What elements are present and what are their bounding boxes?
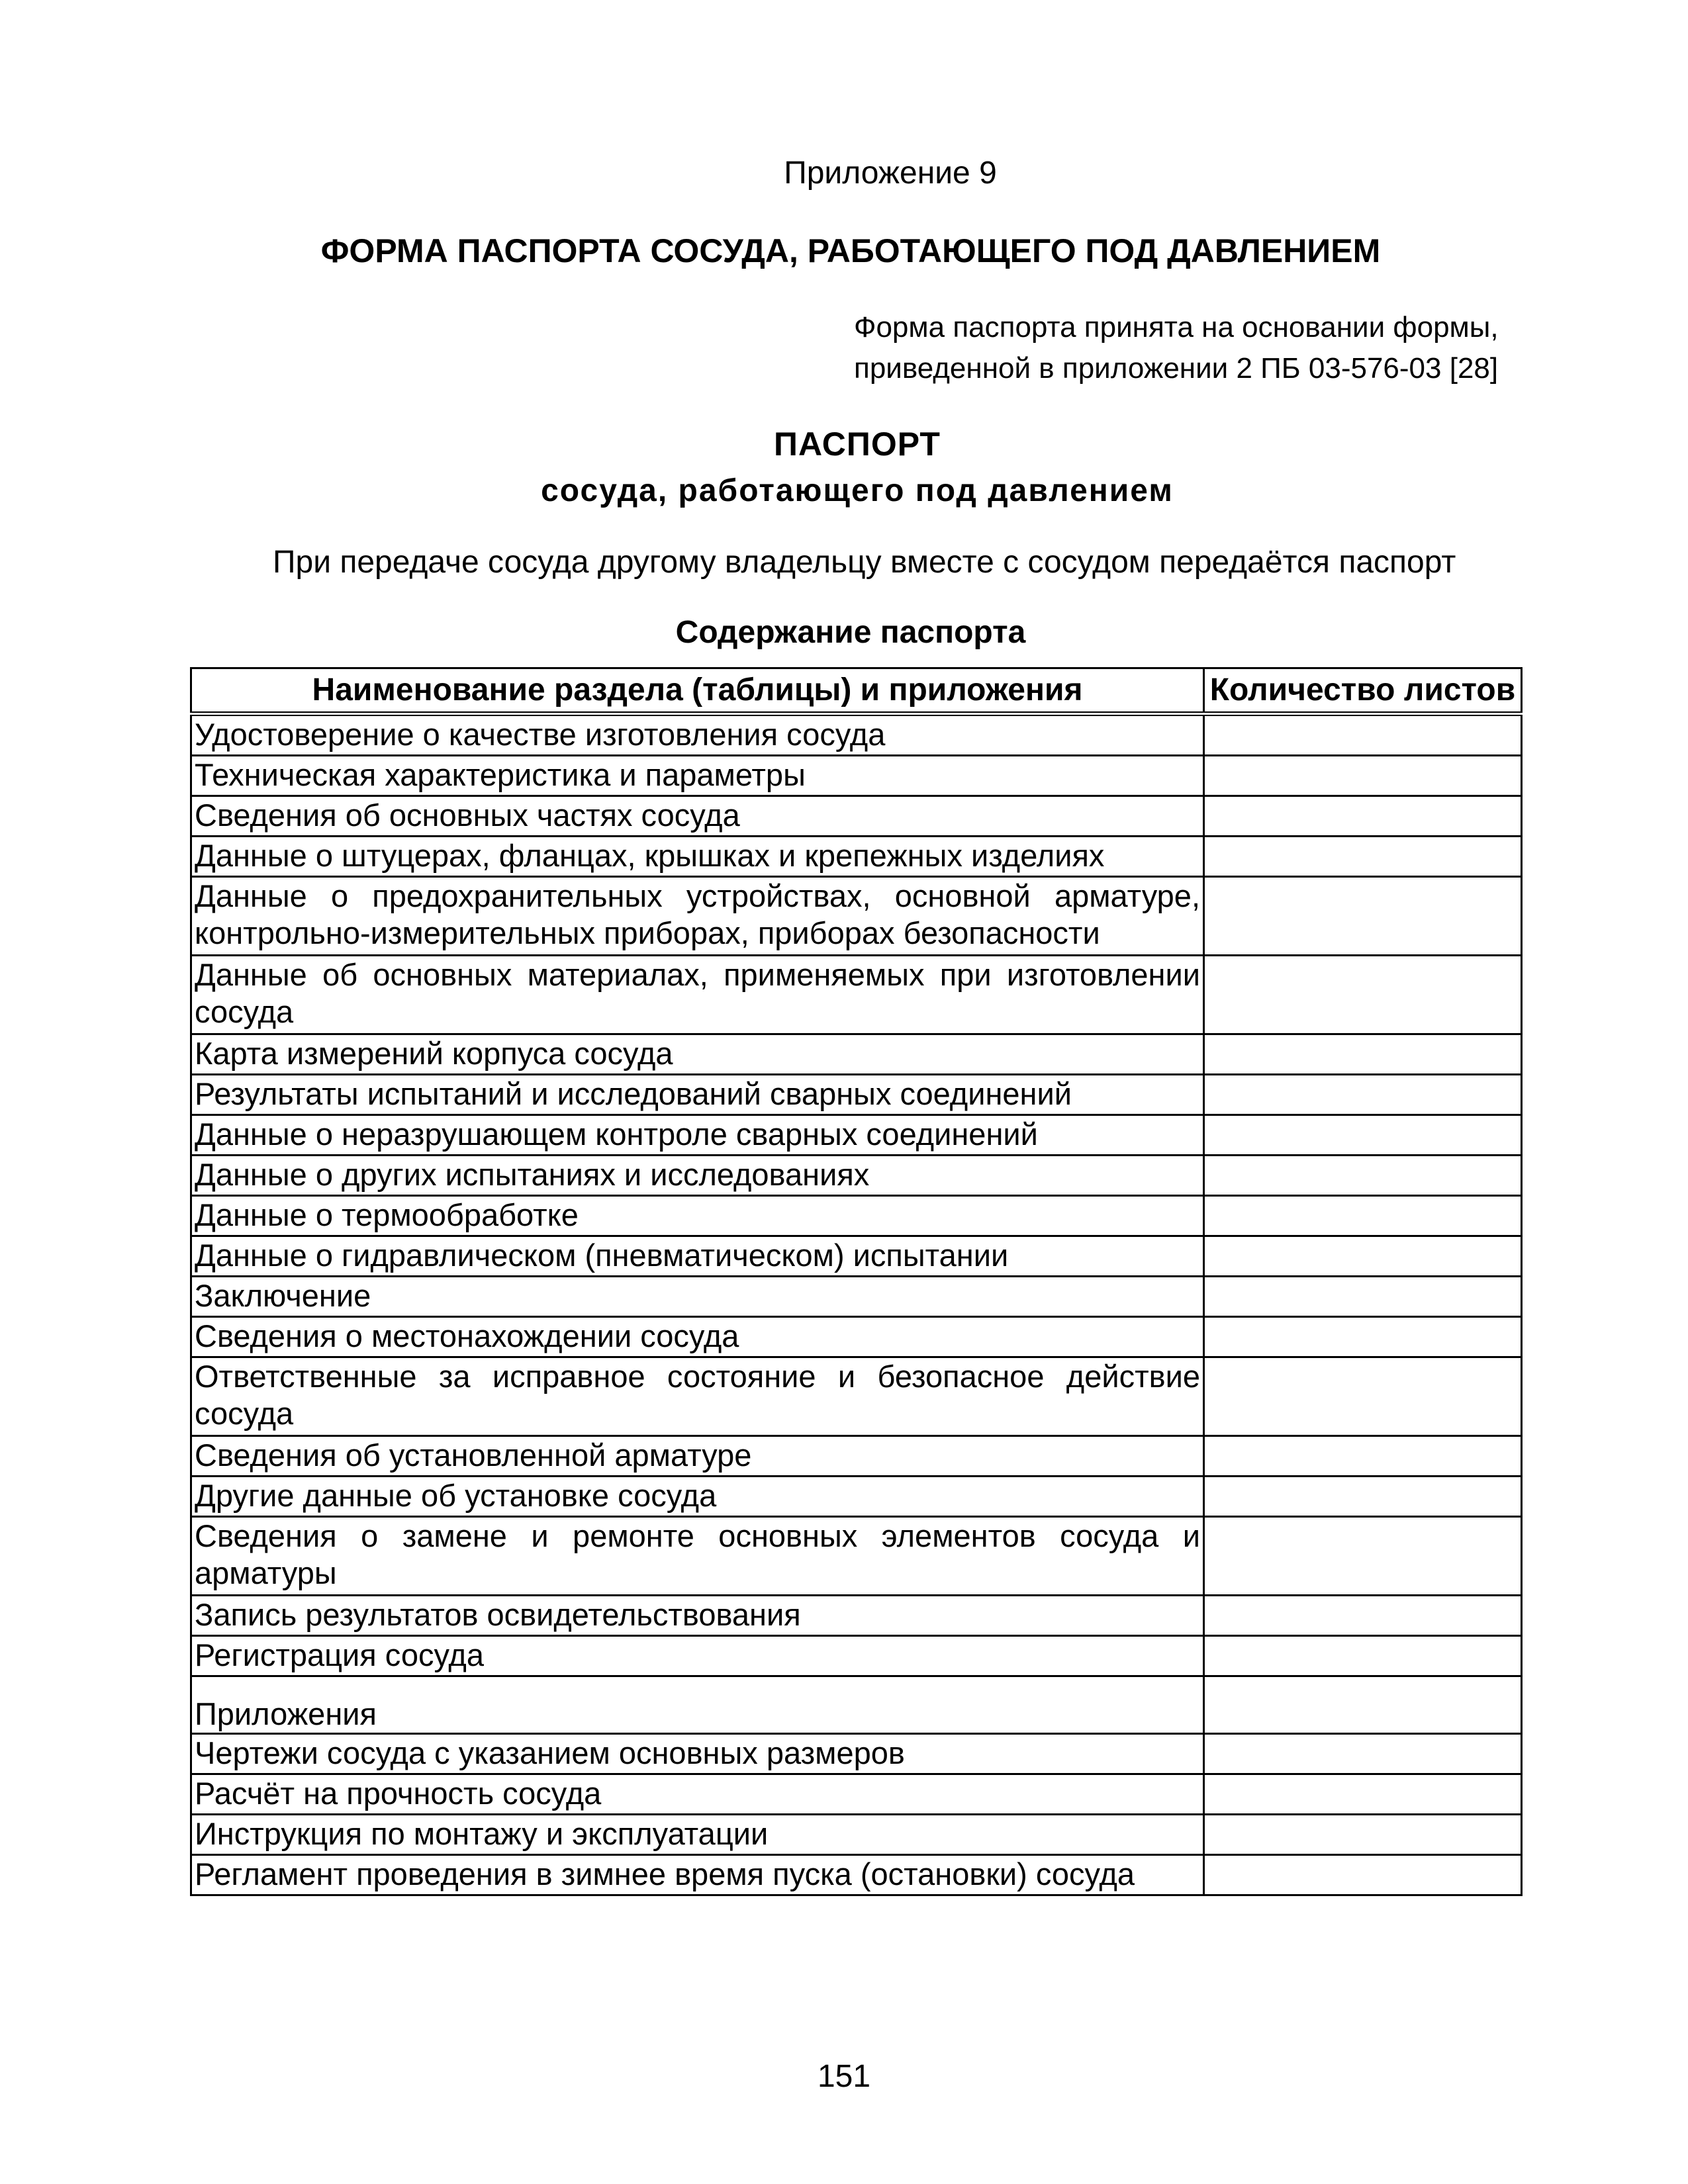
sheet-count-cell <box>1204 756 1522 796</box>
row-name: Чертежи сосуда с указанием основных размеров <box>191 1734 1204 1774</box>
table-row <box>191 1075 1522 1115</box>
sheet-count-cell <box>1204 837 1522 877</box>
sheet-count-cell <box>1204 1236 1522 1277</box>
row-name: Данные о других испытаниях и исследованиях <box>191 1156 1204 1196</box>
form-title: ФОРМА ПАСПОРТА СОСУДА, РАБОТАЮЩЕГО ПОД ДАВЛЕНИЕМ <box>320 232 1381 269</box>
sheet-count-cell <box>1204 1317 1522 1357</box>
sheet-count-cell <box>1204 1774 1522 1815</box>
passport-title: ПАСПОРТ <box>774 426 941 463</box>
sheet-count-cell <box>1204 956 1522 1034</box>
table-row <box>191 1855 1522 1895</box>
table-row <box>191 956 1522 1034</box>
table-row <box>191 1196 1522 1236</box>
row-name: Заключение <box>191 1277 1204 1317</box>
sheet-count-cell <box>1204 1196 1522 1236</box>
transfer-note: При передаче сосуда другому владельцу вместе с сосудом передаётся паспорт <box>273 545 1456 580</box>
row-name: Сведения об установленной арматуре <box>191 1436 1204 1477</box>
table-row <box>191 1115 1522 1156</box>
table-row <box>191 796 1522 837</box>
sheet-count-cell <box>1204 1596 1522 1636</box>
table-row <box>191 1517 1522 1596</box>
row-name: Сведения о местонахождении сосуда <box>191 1317 1204 1357</box>
sheet-count-cell <box>1204 1034 1522 1075</box>
row-name: Данные о гидравлическом (пневматическом) испытании <box>191 1236 1204 1277</box>
row-name: Данные о штуцерах, фланцах, крышках и крепежных изделиях <box>191 837 1204 877</box>
sheet-count-cell <box>1204 1477 1522 1517</box>
sheet-count-cell <box>1204 1676 1522 1734</box>
table-row <box>191 1317 1522 1357</box>
table-row <box>191 1636 1522 1676</box>
table-row <box>191 1596 1522 1636</box>
table-row <box>191 1357 1522 1436</box>
table-header-row <box>191 668 1522 714</box>
table-row <box>191 877 1522 956</box>
contents-table <box>190 667 1523 1896</box>
row-name: Сведения об основных частях сосуда <box>191 796 1204 837</box>
row-name: Данные о неразрушающем контроле сварных соединений <box>191 1115 1204 1156</box>
sheet-count-cell <box>1204 796 1522 837</box>
row-name: Ответственные за исправное состояние и безопасное действие сосуда <box>191 1357 1204 1436</box>
row-name: Приложения <box>191 1676 1204 1734</box>
sheet-count-cell <box>1204 1357 1522 1436</box>
row-name: Сведения о замене и ремонте основных элементов сосуда и арматуры <box>191 1517 1204 1596</box>
table-row <box>191 1477 1522 1517</box>
sheet-count-cell <box>1204 1636 1522 1676</box>
row-name: Данные об основных материалах, применяемых при изготовлении сосуда <box>191 956 1204 1034</box>
passport-subtitle: сосуда, работающего под давлением <box>541 473 1174 508</box>
row-name: Техническая характеристика и параметры <box>191 756 1204 796</box>
row-name: Карта измерений корпуса сосуда <box>191 1034 1204 1075</box>
column-header-sheets: Количество листов <box>1204 668 1522 714</box>
form-note <box>854 307 1499 389</box>
table-row <box>191 1236 1522 1277</box>
table-row <box>191 1436 1522 1477</box>
page-number: 151 <box>817 2059 871 2094</box>
sheet-count-cell <box>1204 1075 1522 1115</box>
sheet-count-cell <box>1204 1855 1522 1895</box>
sheet-count-cell <box>1204 1115 1522 1156</box>
appendix-label: Приложение 9 <box>784 156 997 191</box>
sheet-count-cell <box>1204 1517 1522 1596</box>
table-row <box>191 756 1522 796</box>
sheet-count-cell <box>1204 877 1522 956</box>
row-name: Регистрация сосуда <box>191 1636 1204 1676</box>
form-note-line-2: приведенной в приложении 2 ПБ 03-576-03 [28] <box>854 352 1499 385</box>
row-name: Запись результатов освидетельствования <box>191 1596 1204 1636</box>
sheet-count-cell <box>1204 1734 1522 1774</box>
row-name: Регламент проведения в зимнее время пуска (остановки) сосуда <box>191 1855 1204 1895</box>
sheet-count-cell <box>1204 714 1522 756</box>
sheet-count-cell <box>1204 1436 1522 1477</box>
table-row <box>191 1774 1522 1815</box>
table-row <box>191 837 1522 877</box>
table-row <box>191 1676 1522 1734</box>
form-note-line-1: Форма паспорта принята на основании формы, <box>854 311 1499 343</box>
table-row <box>191 1277 1522 1317</box>
table-row <box>191 1156 1522 1196</box>
row-name: Результаты испытаний и исследований сварных соединений <box>191 1075 1204 1115</box>
row-name: Данные о термообработке <box>191 1196 1204 1236</box>
table-row <box>191 714 1522 756</box>
sheet-count-cell <box>1204 1277 1522 1317</box>
sheet-count-cell <box>1204 1815 1522 1855</box>
row-name: Инструкция по монтажу и эксплуатации <box>191 1815 1204 1855</box>
row-name: Данные о предохранительных устройствах, основной арматуре, контрольно-измерительных приборах, приборах безопасности <box>191 877 1204 956</box>
table-row <box>191 1734 1522 1774</box>
table-row <box>191 1815 1522 1855</box>
contents-title: Содержание паспорта <box>675 615 1026 650</box>
row-name: Удостоверение о качестве изготовления сосуда <box>191 714 1204 756</box>
row-name: Другие данные об установке сосуда <box>191 1477 1204 1517</box>
row-name: Расчёт на прочность сосуда <box>191 1774 1204 1815</box>
column-header-name: Наименование раздела (таблицы) и приложения <box>191 668 1204 714</box>
table-row <box>191 1034 1522 1075</box>
sheet-count-cell <box>1204 1156 1522 1196</box>
